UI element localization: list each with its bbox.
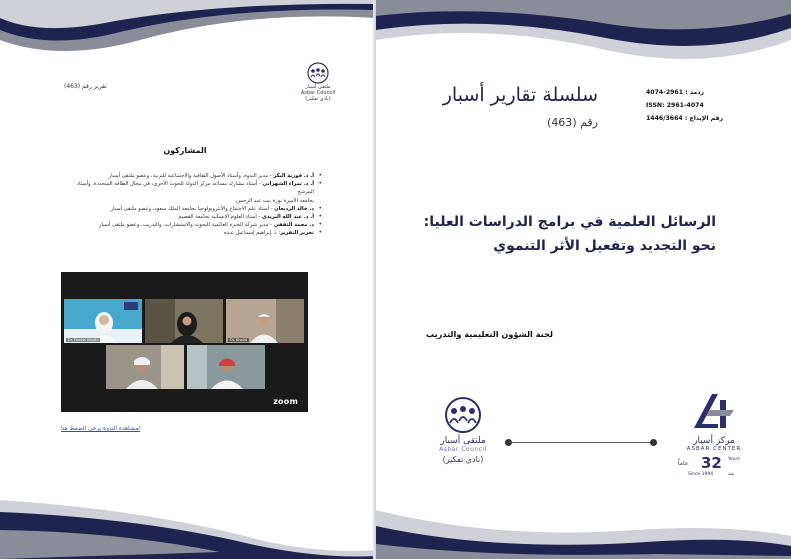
bottom-wave-decoration: [376, 500, 791, 559]
asbar-center-mark-icon: [688, 388, 740, 434]
list-item: • د. محمد الثقفي - مدير شركة الخبرة العالمية للبحوث والاستشارات، والتدريب، وعضو ملتقى أسبار: [60, 221, 322, 229]
years-ar: عاماً: [678, 460, 689, 467]
report-title-line2: نحو التجديد وتفعيل الأثر التنموي: [493, 238, 716, 254]
asbar-council-logo: [423, 396, 503, 464]
list-item: بجامعة الأميرة نورة بنت عبد الرحمن.: [234, 197, 314, 204]
series-title: سلسلة تقارير أسبار: [442, 84, 598, 106]
council-sub-ar: (نادي تفكير): [442, 455, 484, 464]
divider-dot: [650, 439, 657, 446]
right-page: [376, 0, 791, 559]
video-caption: Dr. Khalid: [230, 338, 247, 342]
rdmd-number: ردمد : 2961-4074: [646, 89, 704, 96]
list-item: • أ. د. ثمراء الشهراني - أستاذ مشارك مساعد مركز الدولة للحوث الأحرى، في مجال الطاقة المتجددة، وأستاذ المرشح: [60, 180, 322, 196]
asbar-council-logo-small: [296, 62, 340, 102]
list-item: • د. خالد الرديعان - أستاذ علم الاجتماع والأنثروبولوجيا بجامعة الملك سعود، وعضو ملتقى أسبار: [60, 205, 322, 213]
since-en: Since 1994: [688, 472, 714, 477]
video-tile: [64, 299, 142, 343]
center-name-en: ASBAR CENTER: [686, 446, 742, 452]
video-tile: [145, 299, 223, 343]
years-badge: [666, 454, 766, 484]
logo-name-en: Asbar Council: [300, 90, 336, 96]
years-en: Years: [728, 457, 740, 462]
issn-number: ISSN: 2961-4074: [646, 102, 704, 109]
participants-list: [60, 172, 322, 238]
series-number: رقم (463): [547, 116, 598, 129]
center-name-ar: مركز أسبار: [693, 436, 735, 446]
watch-seminar-link[interactable]: لمشاهدة الندوة يرجى الضغط هنا: [61, 426, 141, 432]
isbn-block: [646, 86, 756, 125]
video-tile: [187, 345, 265, 389]
logo-name-ar: ملتقى أسبار: [305, 84, 331, 90]
zoom-logo: zoom: [273, 397, 298, 406]
list-item: • تحرير التقرير: د. إبراهيم إسماعيل عبده: [60, 229, 322, 237]
asbar-center-logo: [664, 388, 764, 452]
list-item: • أ. د. عبد الله البريدي - أستاذ العلوم الإنسانية بجامعة القصيم: [60, 213, 322, 221]
council-name-ar: ملتقى أسبار: [440, 436, 486, 446]
people-circle-icon: [305, 62, 331, 84]
list-item: • أ. د. فوزية البكر - مدير الندوة، وأستاذ الأصول الثقافية والاجتماعية للتربية، وعضو ملتقى أسبار: [60, 172, 322, 180]
video-tile: [106, 345, 184, 389]
logo-sub-ar: (نادي تفكير): [305, 96, 331, 102]
council-name-en: Asbar Council: [439, 446, 487, 453]
report-title-line1: الرسائل العلمية في برامج الدراسات العليا:: [423, 214, 716, 230]
video-caption: Dr. Fawzia Albakr: [68, 338, 99, 342]
committee-name: لجنة الشؤون التعليمية والتدريب: [425, 329, 553, 339]
video-tile: [226, 299, 304, 343]
since-ar: منذ: [728, 472, 735, 477]
deposit-number: رقم الإيداع : 1446/3664: [646, 115, 724, 122]
bottom-wave-decoration: [0, 480, 376, 559]
divider-line: [508, 442, 654, 443]
participants-heading: المشاركون: [163, 146, 207, 155]
top-wave-decoration: [376, 0, 791, 80]
top-wave-decoration: [0, 0, 376, 70]
report-number: تقرير رقم (463): [64, 83, 107, 90]
zoom-video-screenshot: [61, 272, 308, 412]
people-circle-icon: [443, 396, 483, 434]
left-page: [0, 0, 376, 559]
years-number: 32: [701, 454, 722, 472]
